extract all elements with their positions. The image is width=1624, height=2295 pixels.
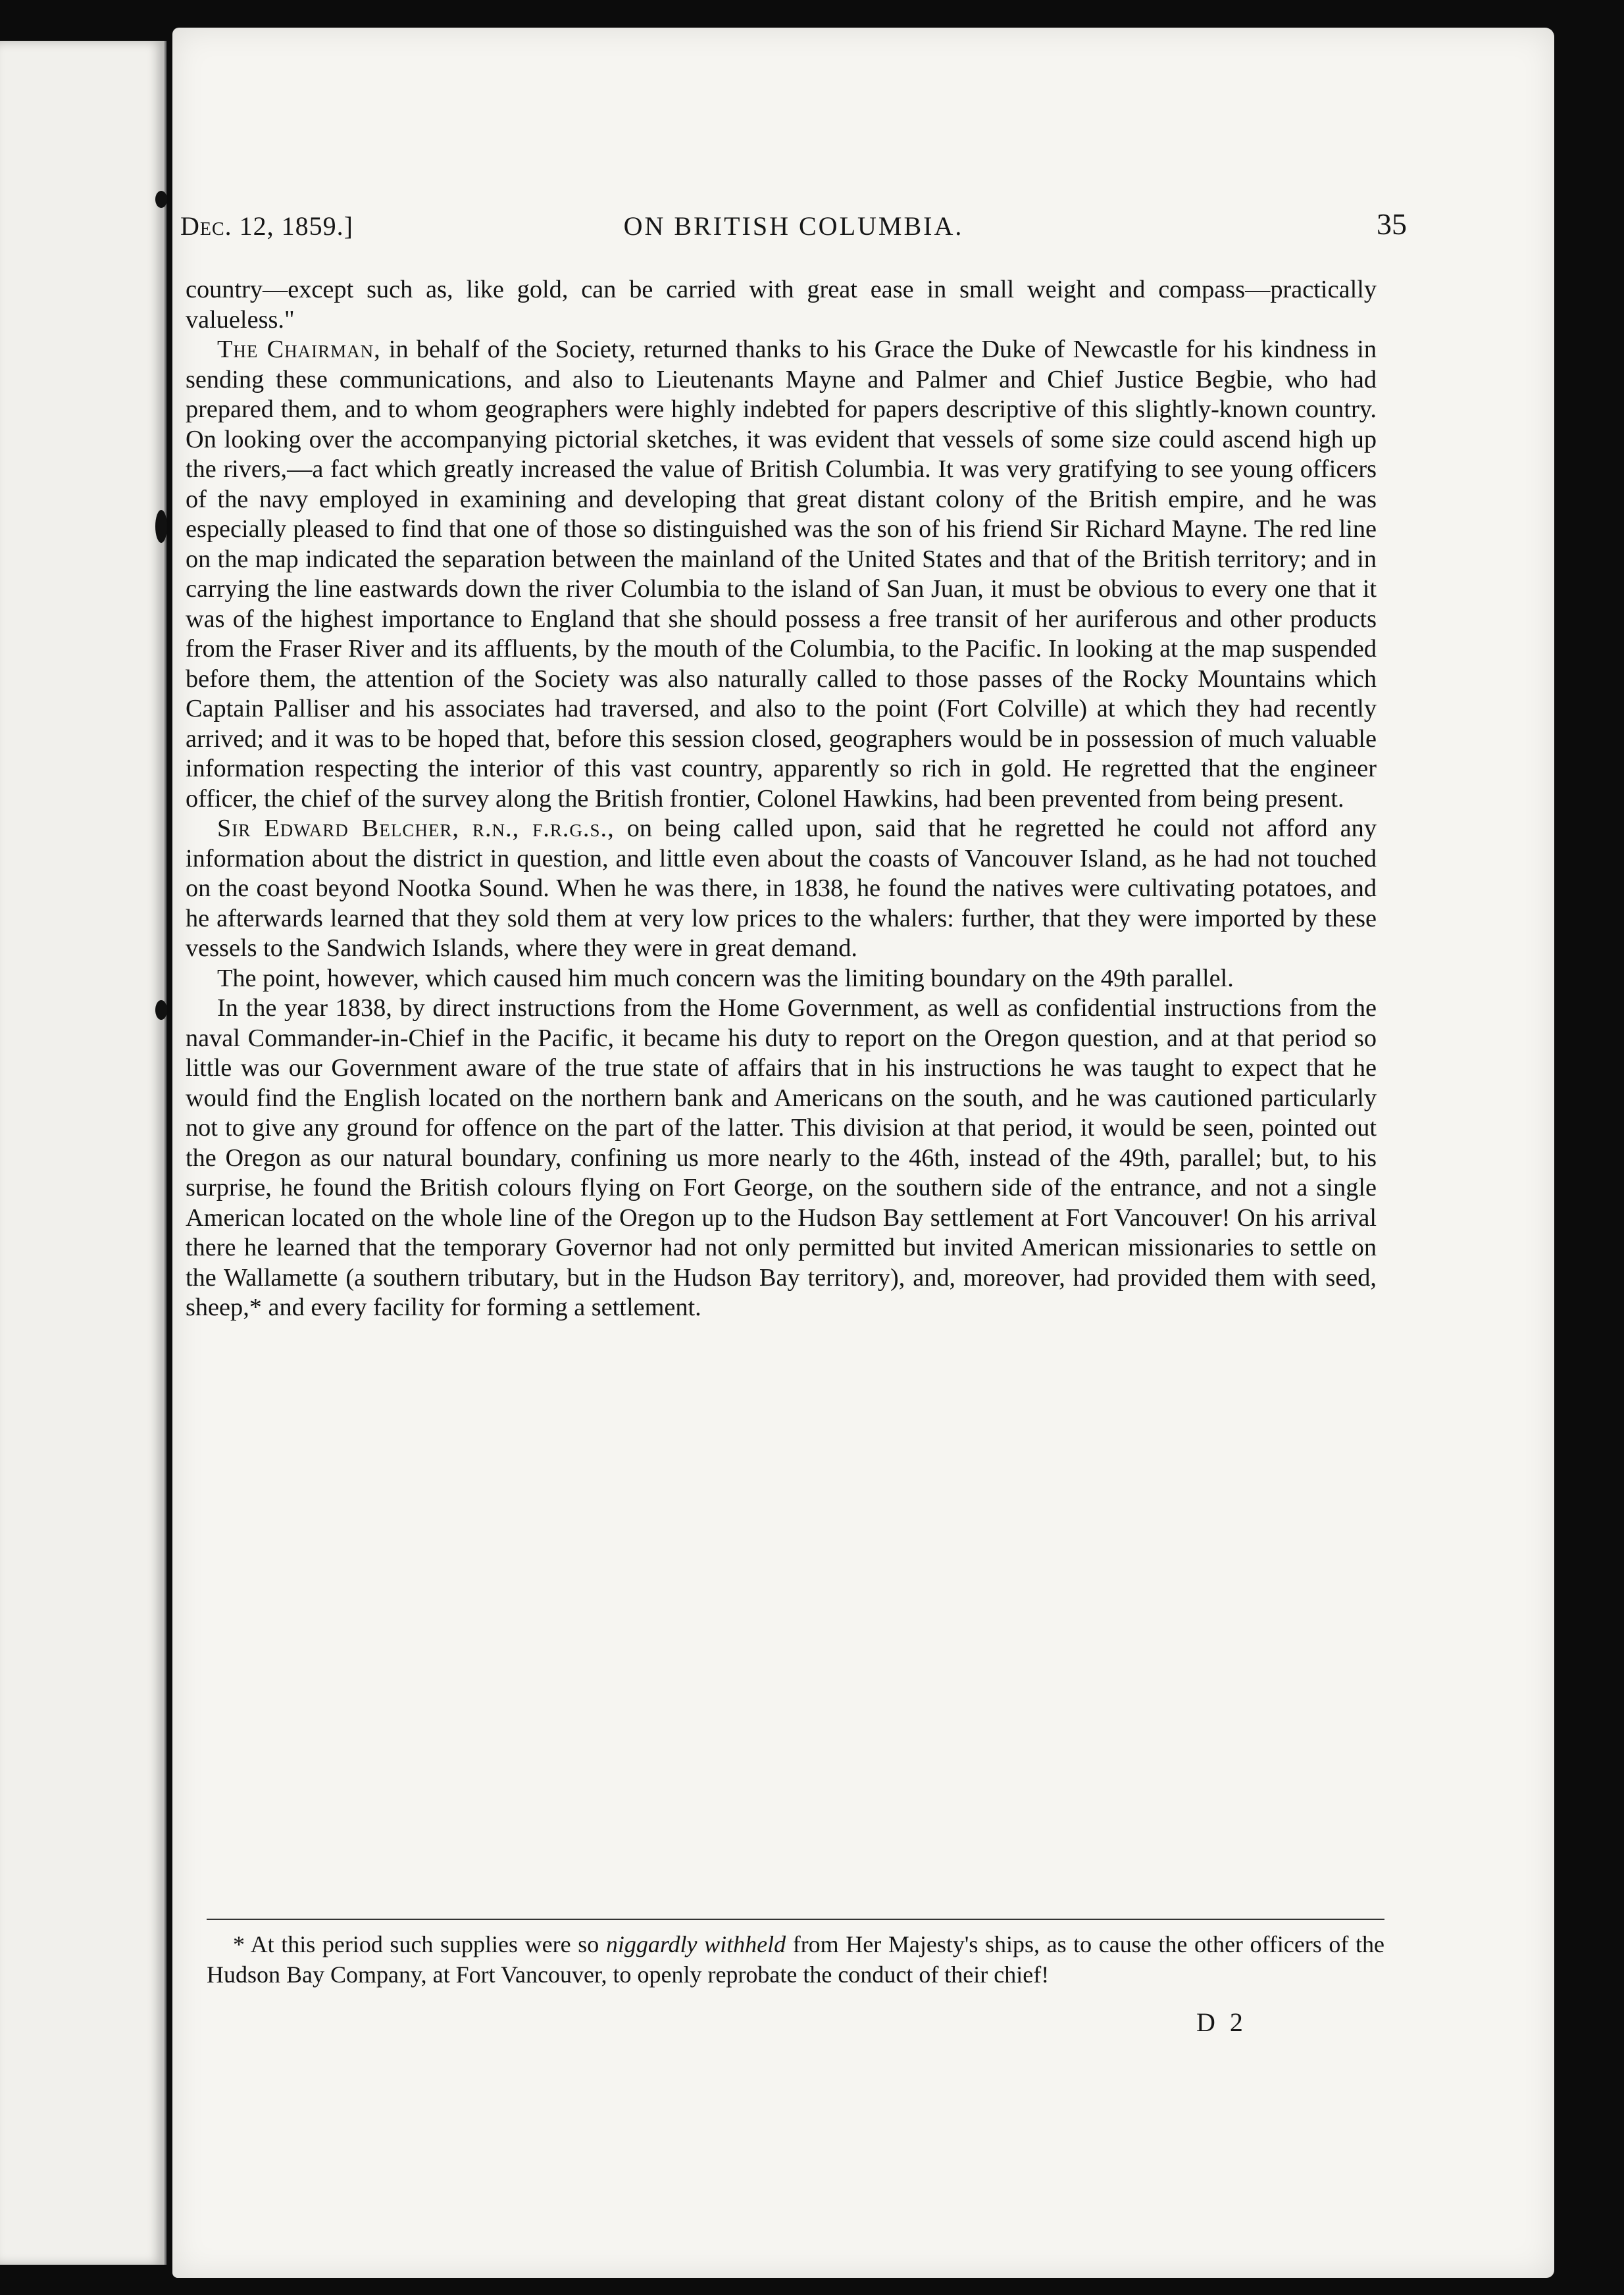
facing-page-edge: [0, 41, 166, 2265]
footnote: [207, 1929, 1384, 1990]
footnote-emphasis: niggardly withheld: [605, 1931, 786, 1957]
header-title: ON BRITISH COLUMBIA.: [623, 211, 964, 241]
paragraph-2: [186, 335, 1377, 814]
binding-mark: [155, 510, 167, 543]
paragraph-5: In the year 1838, by direct instructions from the Home Government, as well as confidential instructions from the naval Commander-in-Chief in the Pacific, it became his duty to report on the Oregon question, and at that period so little was our Government aware of the true state of affairs that in his instructions he was taught to expect that he would find the English located on the northern bank and Americans on the south, and he was cautioned particularly not to give any ground for offence on the part of the latter. This division at that period, it would be seen, pointed out the Oregon as our natural boundary, confining us more nearly to the 46th, instead of the 49th, parallel; but, to his surprise, he found the British colours flying on Fort George, on the southern side of the entrance, and not a single American located on the whole line of the Oregon up to the Hudson Bay settlement at Fort Vancouver! On his arrival there he learned that the temporary Governor had not only permitted but invited American missionaries to settle on the Wallamette (a southern tributary, but in the Hudson Bay territory), and, moreover, had provided them with seed, sheep,* and every facility for forming a settlement.: [186, 994, 1377, 1321]
running-header: [180, 207, 1407, 250]
binding-mark: [155, 191, 167, 208]
paragraph-3: [186, 814, 1377, 964]
paragraph-1: country—except such as, like gold, can be carried with great ease in small weight and compass—practically valueless.": [186, 276, 1377, 334]
signature-mark: D 2: [1196, 2007, 1247, 2037]
footnote-text-after: from Her Majesty's ships, as to cause the other officers of the Hudson Bay Company, at Fort Vancouver, to openly reprobate the conduct of their chief!: [207, 1931, 1384, 1988]
speaker-belcher: Sir Edward Belcher, r.n., f.r.g.s.,: [217, 815, 615, 842]
page-number: 35: [1377, 207, 1407, 241]
paragraph-3-text: on being called upon, said that he regretted he could not afford any information about the district in question, and little even about the coasts of Vancouver Island, as he had not touched on the coast beyond Nootka Sound. When he was there, in 1838, he found the natives were cultivating potatoes, and he afterwards learned that they sold them at very low prices to the whalers: further, that they were imported by these vessels to the Sandwich Islands, where they were in great demand.: [186, 815, 1377, 962]
header-date: Dec. 12, 1859.]: [180, 211, 353, 241]
paragraph-4: The point, however, which caused him much concern was the limiting boundary on the 49th parallel.: [217, 964, 1234, 992]
footnote-text-before: * At this period such supplies were so: [233, 1931, 606, 1957]
paragraph-2-text: in behalf of the Society, returned thanks to his Grace the Duke of Newcastle for his kindness in sending these communications, and also to Lieutenants Mayne and Palmer and Chief Justice Begbie, who had prepared them, and to whom geographers were highly indebted for papers descriptive of this slightly-known country. On looking over the accompanying pictorial sketches, it was evident that vessels of some size could ascend high up the rivers,—a fact which greatly increased the value of British Columbia. It was very gratifying to see young officers of the navy employed in examining and developing that great distant colony of the British empire, and he was especially pleased to find that one of those so distinguished was the son of his friend Sir Richard Mayne. The red line on the map indicated the separation between the mainland of the United States and that of the British territory; and in carrying the line eastwards down the river Columbia to the island of San Juan, it must be obvious to every one that it was of the highest importance to England that she should possess a free transit of her auriferous and other products from the Fraser River and its affluents, by the mouth of the Columbia, to the Pacific. In looking at the map suspended before them, the attention of the Society was also naturally called to those passes of the Rocky Mountains which Captain Palliser and his associates had traversed, and also to the point (Fort Colville) at which they had recently arrived; and it was to be hoped that, before this session closed, geographers would be in possession of much valuable information respecting the interior of this vast country, apparently so rich in gold. He regretted that the engineer officer, the chief of the survey along the British frontier, Colonel Hawkins, had been prevented from being present.: [186, 336, 1377, 813]
page-body: [186, 275, 1377, 1323]
footnote-rule: [207, 1919, 1384, 1920]
speaker-chairman: The Chairman,: [217, 336, 381, 363]
binding-mark: [155, 1000, 167, 1020]
